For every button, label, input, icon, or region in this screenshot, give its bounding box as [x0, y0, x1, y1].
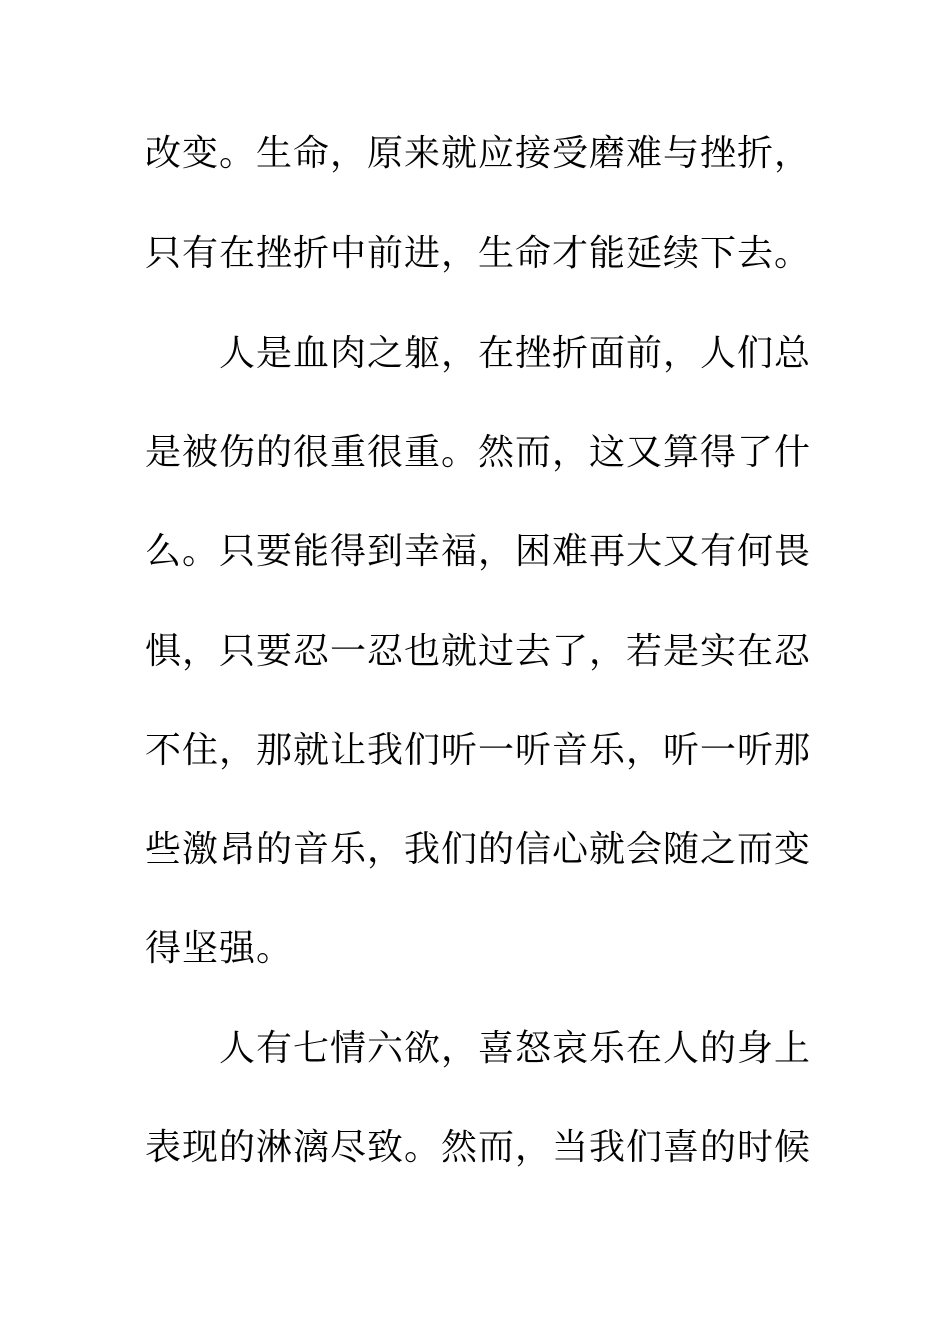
text-line: 只有在挫折中前进，生命才能延续下去。 — [145, 233, 812, 274]
text-line: 得坚强。 — [145, 928, 294, 969]
text-line: 惧，只要忍一忍也就过去了，若是实在忍 — [145, 631, 812, 672]
paragraph-start-line: 人是血肉之躯，在挫折面前，人们总 — [219, 333, 812, 374]
text-line: 表现的淋漓尽致。然而，当我们喜的时候 — [145, 1127, 812, 1168]
text-line: 么。只要能得到幸福，困难再大又有何畏 — [145, 531, 812, 572]
paragraph-start-line: 人有七情六欲，喜怒哀乐在人的身上 — [219, 1028, 812, 1069]
text-line: 改变。生命，原来就应接受磨难与挫折， — [145, 133, 812, 174]
text-line: 是被伤的很重很重。然而，这又算得了什 — [145, 432, 812, 473]
text-line: 些激昂的音乐，我们的信心就会随之而变 — [145, 829, 812, 870]
text-line: 不住，那就让我们听一听音乐，听一听那 — [145, 730, 812, 771]
